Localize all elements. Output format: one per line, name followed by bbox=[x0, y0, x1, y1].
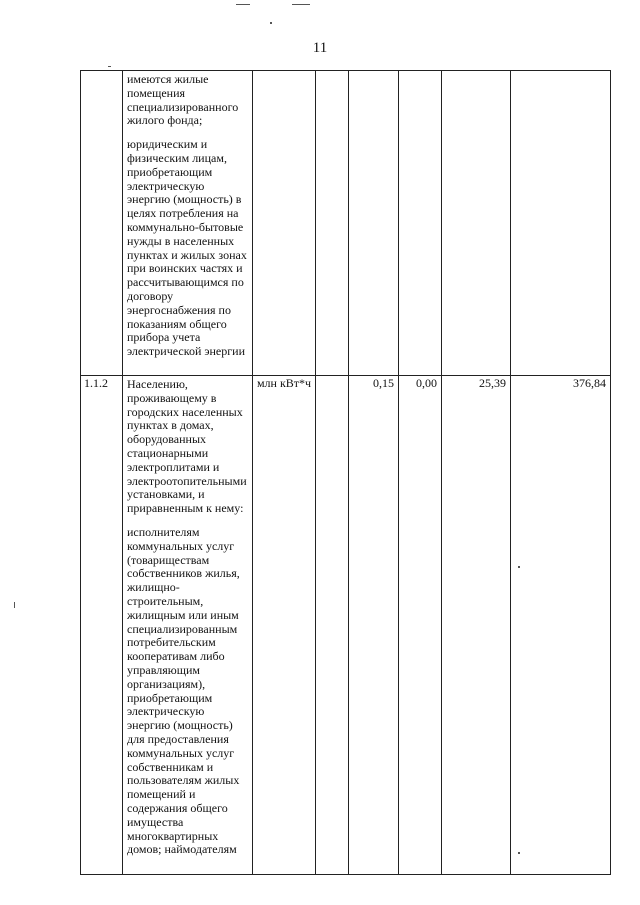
row-value-col8 bbox=[511, 71, 611, 376]
scan-artifact bbox=[518, 852, 520, 854]
row-value-col6 bbox=[399, 71, 442, 376]
description-paragraph: юридическим и физическим лицам, приобретающим электрическую энергию (мощность) в целях потребления на коммунально-бытовые нужды в населенных пунктах и жилых зонах при воинских частях и рассчитывающимся по договору энергоснабжения по показаниям общего прибора учета электрической энергии bbox=[127, 137, 247, 359]
row-description bbox=[123, 376, 253, 875]
page-number: 11 bbox=[312, 40, 328, 56]
scan-artifact bbox=[14, 602, 15, 608]
row-description bbox=[123, 71, 253, 376]
description-paragraph: исполнителям коммунальных услуг (товариществам собственников жилья, жилищно-строительным, жилищным или иным специализированным потребительским кооперативам либо управляющим организациям), приобретающим электрическую энергию (мощность) для предоставления коммунальных услуг собственникам и пользователям жилых помещений и содержания общего имущества многоквартирных домов; наймодателям bbox=[127, 524, 240, 857]
scan-artifact bbox=[236, 4, 250, 5]
row-value-col5: 0,15 bbox=[349, 376, 399, 875]
row-value-col7: 25,39 bbox=[442, 376, 511, 875]
scan-artifact bbox=[108, 66, 111, 67]
row-code bbox=[81, 71, 123, 376]
row-value-col6: 0,00 bbox=[399, 376, 442, 875]
scan-artifact bbox=[292, 4, 310, 5]
row-value-col4 bbox=[316, 71, 349, 376]
row-unit bbox=[253, 71, 316, 376]
row-value-col5 bbox=[349, 71, 399, 376]
scan-artifact bbox=[270, 22, 272, 24]
table-row bbox=[81, 71, 611, 376]
row-code: 1.1.2 bbox=[81, 376, 123, 875]
row-unit: млн кВт*ч bbox=[253, 376, 316, 875]
row-value-col8: 376,84 bbox=[511, 376, 611, 875]
table-row bbox=[81, 376, 611, 875]
scan-artifact bbox=[518, 566, 520, 568]
row-value-col4 bbox=[316, 376, 349, 875]
description-paragraph: Населению, проживающему в городских населенных пунктах в домах, оборудованных стационарными электроплитами и электроотопительными установками, и приравненным к нему: bbox=[127, 377, 247, 516]
description-paragraph: имеются жилые помещения специализированного жилого фонда; bbox=[127, 72, 239, 128]
tariff-table bbox=[80, 70, 611, 875]
row-value-col7 bbox=[442, 71, 511, 376]
